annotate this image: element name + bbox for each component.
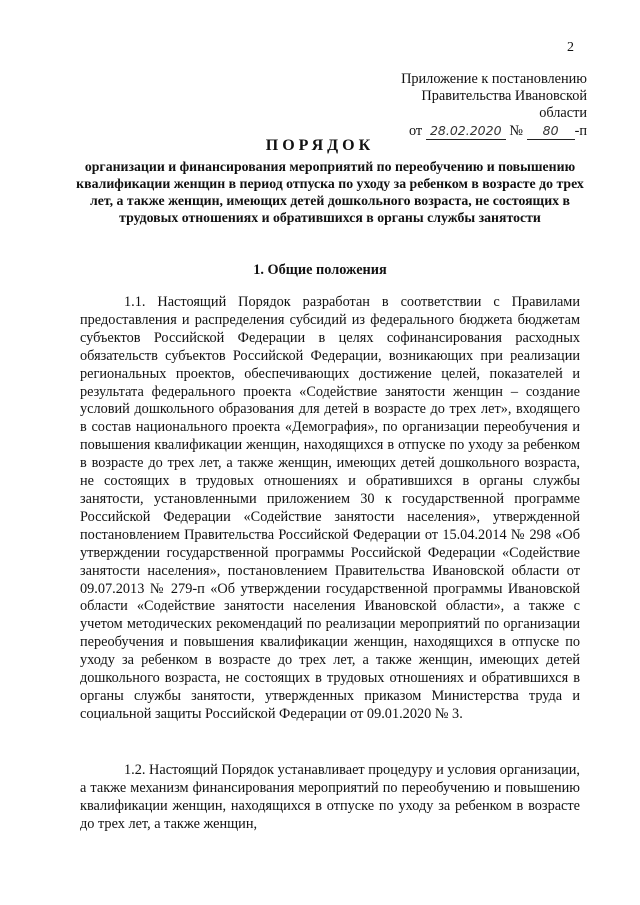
page-number: 2	[567, 40, 574, 55]
section-heading: 1. Общие положения	[253, 262, 387, 278]
appendix-line-1: Приложение к постановлению	[401, 71, 587, 87]
document-title: ПОРЯДОК	[265, 137, 375, 154]
number-suffix: -п	[574, 123, 587, 139]
appendix-line-2: Правительства Ивановской области	[421, 88, 587, 121]
document-subtitle: организации и финансирования мероприятий по переобучению и повышению квалификации женщин в период отпуска по уходу за ребенком в возрасте до трех лет, а также женщин, имеющих детей дошкольного возраста, не состоящих в трудовых отношениях и обратившихся в органы службы занятости	[76, 159, 584, 225]
paragraph-1-1: 1.1. Настоящий Порядок разработан в соответствии с Правилами предоставления и распределения субсидий из федерального бюджета бюджетам субъектов Российской Федерации в целях софинансирования расходных обязательств субъектов Российской Федерации, возникающих при реализации региональных проектов, обеспечивающих достижение целей, показателей и результата федерального проекта «Содействие занятости женщин – создание условий дошкольного образования для детей в возрасте до трех лет», входящего в состав национального проекта «Демография», по организации переобучения и повышения квалификации женщин, находящихся в отпуске по уходу за ребенком в возрасте до трех лет, а также женщин, имеющих детей дошкольного возраста, не состоящих в трудовых отношениях и обратившихся в органы службы занятости, установленными приложением 30 к государственной программе Российской Федерации «Содействие занятости населения», утвержденной постановлением Правительства Российской Федерации от 15.04.2014 № 298 «Об утверждении государственной программы Российской Федерации «Содействие занятости населения», постановлением Правительства Ивановской области от 09.07.2013 № 279-п «Об утверждении государственной программы Ивановской области «Содействие занятости населения Ивановской области», а также с учетом методических рекомендаций по реализации мероприятий по организации переобучения и повышения квалификации женщин, находящихся в отпуске по уходу за ребенком в возрасте до трех лет, а также женщин, имеющих детей дошкольного возраста, не состоящих в трудовых отношениях и обратившихся в органы службы занятости, утвержденных приказом Министерства труда и социальной защиты Российской Федерации от 09.01.2020 № 3.	[80, 294, 580, 722]
number-label: №	[509, 123, 523, 139]
handwritten-date: 28.02.2020	[426, 122, 506, 140]
appendix-header	[372, 71, 587, 140]
handwritten-number: 80	[527, 122, 575, 140]
paragraph-1-2: 1.2. Настоящий Порядок устанавливает процедуру и условия организации, а также механизм финансирования мероприятий по переобучению и повышению квалификации женщин, находящихся в отпуске по уходу за ребенком в возрасте до трех лет, а также женщин,	[80, 762, 580, 832]
from-label: от	[408, 123, 423, 139]
